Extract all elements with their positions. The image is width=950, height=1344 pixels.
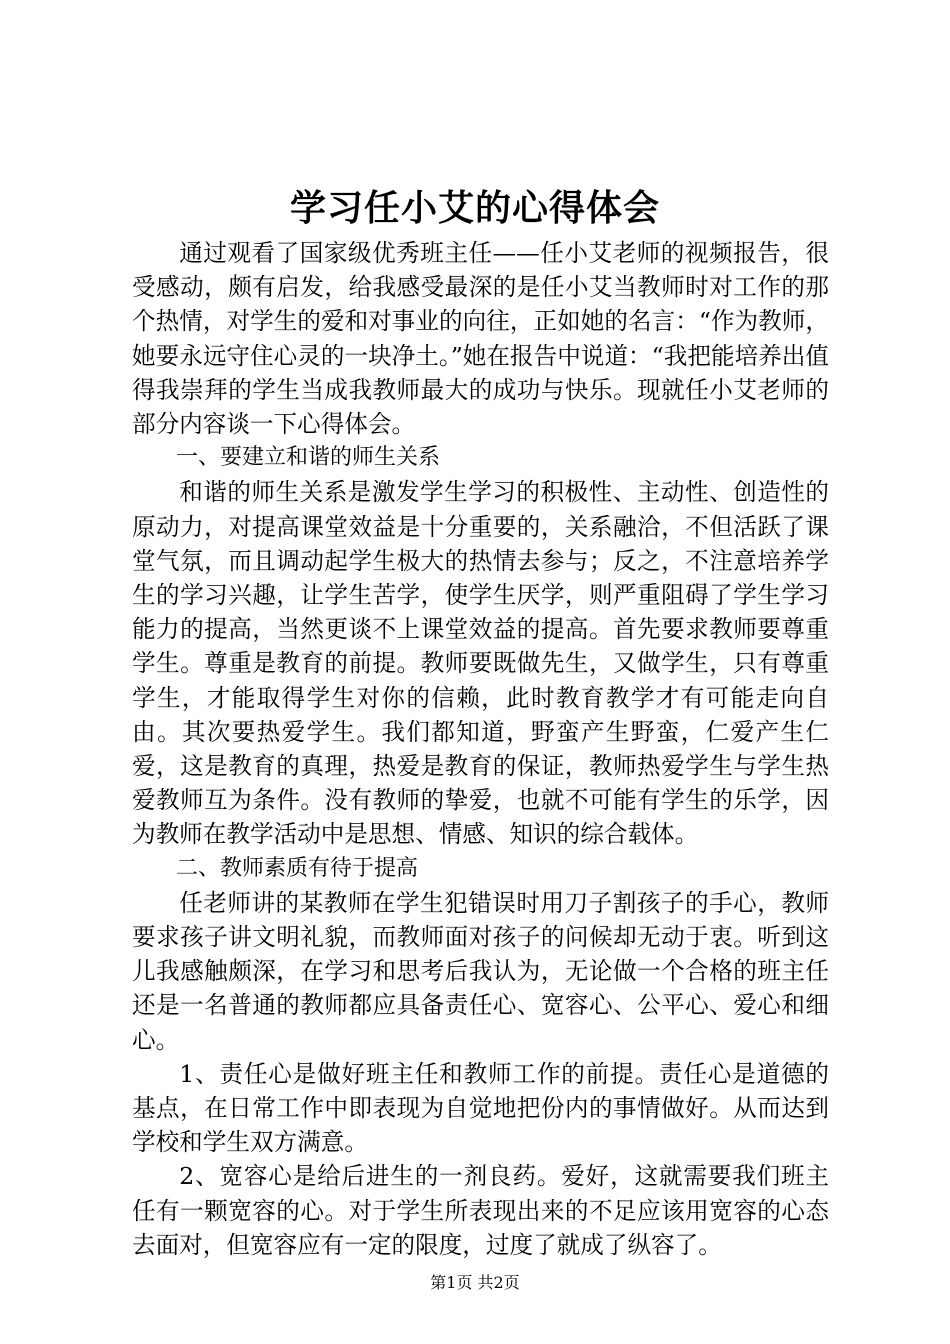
- document-body: [132, 236, 829, 1262]
- paragraph-tolerance: 2、宽容心是给后进生的一剂良药。爱好，这就需要我们班主任有一颗宽容的心。对于学生所表现出来的不足应该用宽容的心态去面对，但宽容应有一定的限度，过度了就成了纵容了。: [132, 1162, 829, 1259]
- section-heading-2: 二、教师素质有待于提高: [176, 855, 419, 881]
- paragraph-intro: 通过观看了国家级优秀班主任——任小艾老师的视频报告，很受感动，颇有启发，给我感受最深的是任小艾当教师时对工作的那个热情，对学生的爱和对事业的向往，正如她的名言：“作为教师，她要永远守住心灵的一块净土。”她在报告中说道：“我把能培养出值得我崇拜的学生当成我教师最大的成功与快乐。现就任小艾老师的部分内容谈一下心得体会。: [132, 239, 829, 439]
- page-number: 第1页 共2页: [430, 1273, 520, 1292]
- section-heading-1: 一、要建立和谐的师生关系: [176, 445, 441, 471]
- paragraph-responsibility: 1、责任心是做好班主任和教师工作的前提。责任心是道德的基点，在日常工作中即表现为自觉地把份内的事情做好。从而达到学校和学生双方满意。: [132, 1059, 829, 1157]
- paragraph-teacher-quality: 任老师讲的某教师在学生犯错误时用刀子割孩子的手心，教师要求孩子讲文明礼貌，而教师面对孩子的问候却无动于衷。听到这儿我感触颇深，在学习和思考后我认为，无论做一个合格的班主任还是一名普通的教师都应具备责任心、宽容心、公平心、爱心和细心。: [132, 888, 829, 1054]
- paragraph-relationship: 和谐的师生关系是激发学生学习的积极性、主动性、创造性的原动力，对提高课堂效益是十分重要的，关系融洽，不但活跃了课堂气氛，而且调动起学生极大的热情去参与；反之，不注意培养学生的学习兴趣，让学生苦学，使学生厌学，则严重阻碍了学生学习能力的提高，当然更谈不上课堂效益的提高。首先要求教师要尊重学生。尊重是教育的前提。教师要既做先生，又做学生，只有尊重学生，才能取得学生对你的信赖，此时教育教学才有可能走向自由。其次要热爱学生。我们都知道，野蛮产生野蛮，仁爱产生仁爱，这是教育的真理，热爱是教育的保证，教师热爱学生与学生热爱教师互为条件。没有教师的挚爱，也就不可能有学生的乐学，因为教师在教学活动中是思想、情感、知识的综合载体。: [132, 478, 829, 849]
- document-title: 学习任小艾的心得体会: [289, 187, 660, 229]
